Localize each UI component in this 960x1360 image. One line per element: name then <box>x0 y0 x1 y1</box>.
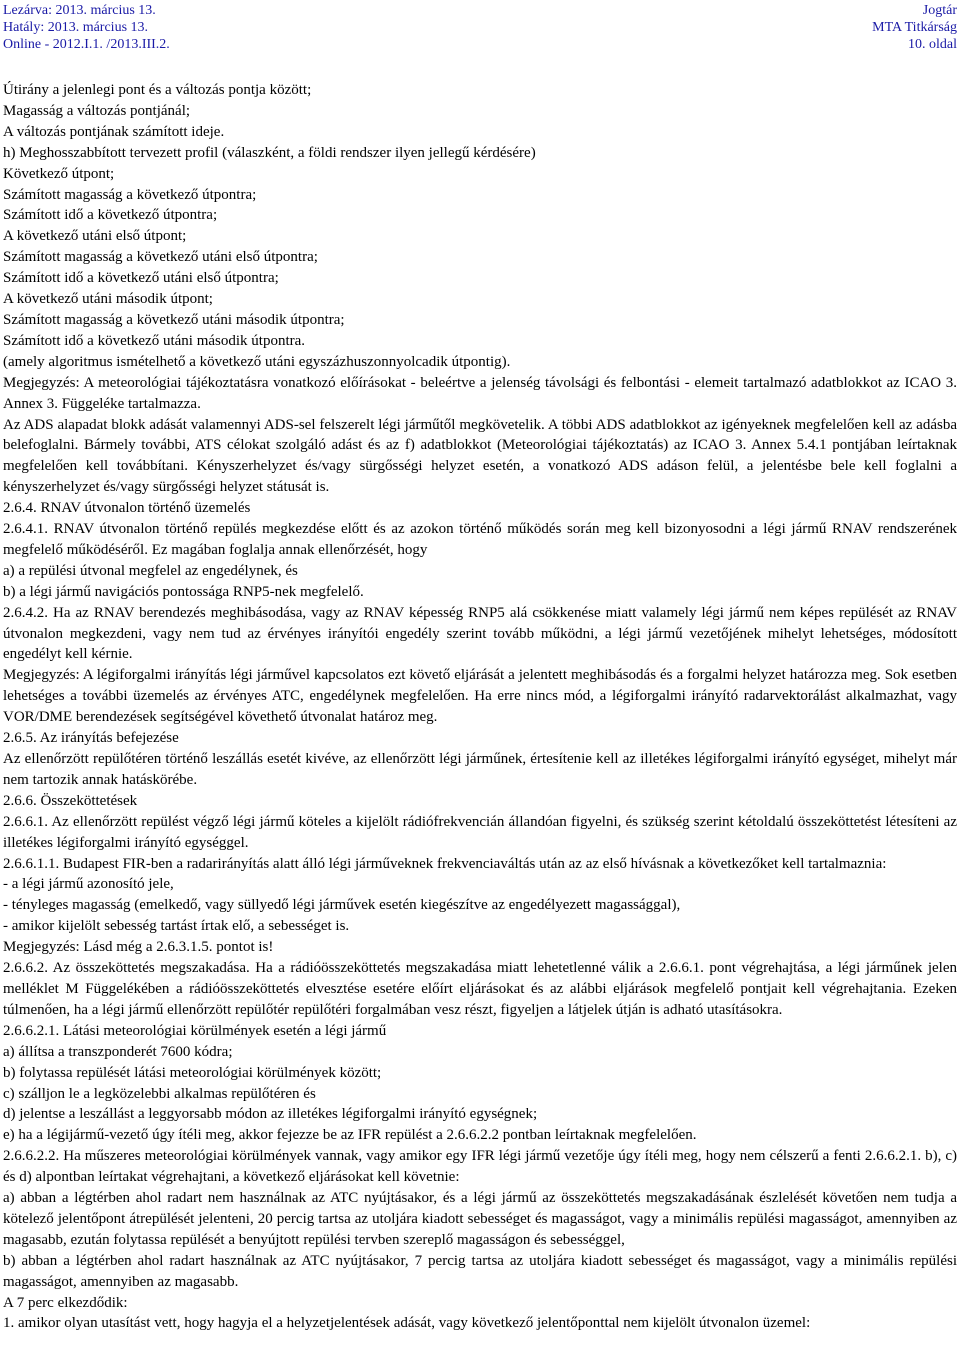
paragraph: - amikor kijelölt sebesség tartást írtak elő, a sebességet is. <box>3 918 350 935</box>
paragraph: A következő utáni második útpont; <box>3 291 213 308</box>
paragraph: Számított magasság a következő utáni második útpontra; <box>3 311 345 328</box>
paragraph: Megjegyzés: A meteorológiai tájékoztatásra vonatkozó előírásokat - beleértve a jelenség távolsági és felbontási - elemeit tartalmazó adatblokkot az ICAO 3. Annex 3. Függeléke tartalmazza. <box>3 374 957 412</box>
paragraph: a) a repülési útvonal megfelel az engedélynek, és <box>3 562 298 579</box>
paragraph: b) abban a légtérben ahol radart használnak az ATC nyújtásakor, 7 percig tartsa az utoljára kiadott sebességet és magasságot, vagy a minimális repülési magasságot, amennyiben az magasabb. <box>3 1252 957 1290</box>
paragraph: 2.6.6.1. Az ellenőrzött repülést végző légi jármű köteles a kijelölt rádiófrekvencián állandóan figyelni, és szükség szerint kétoldalú összeköttetést létesíteni az illetékes légiforgalmi irányító egységgel. <box>3 813 957 851</box>
paragraph: 2.6.4.1. RNAV útvonalon történő repülés megkezdése előtt és az azokon történő működés során meg kell bizonyosodni a légi jármű RNAV rendszerének megfelelő működéséről. Ez magában foglalja annak ellenőrzését, hogy <box>3 521 957 558</box>
paragraph: Útirány a jelenlegi pont és a változás pontja között; <box>3 82 312 98</box>
section-heading: 2.6.5. Az irányítás befejezése <box>3 730 179 747</box>
licensee-name: MTA Titkárság <box>872 20 957 35</box>
paragraph: - a légi jármű azonosító jele, <box>3 876 174 893</box>
online-version: Online - 2012.I.1. /2013.III.2. <box>3 37 170 52</box>
paragraph: c) szálljon le a legközelebbi alkalmas repülőtéren és <box>3 1085 316 1102</box>
paragraph: 2.6.6.2.1. Látási meteorológiai körülmények esetén a légi jármű <box>3 1022 387 1039</box>
paragraph: (amely algoritmus ismételhető a következő utáni egyszázhuszonnyolcadik útpontig). <box>3 353 511 370</box>
paragraph: - tényleges magasság (emelkedő, vagy süllyedő légi járművek esetén kiegészítve az engedélyezett magassággal), <box>3 897 681 914</box>
paragraph: Magasság a változás pontjánál; <box>3 102 191 119</box>
page-number: 10. oldal <box>908 37 957 52</box>
paragraph: a) állítsa a transzponderét 7600 kódra; <box>3 1043 233 1060</box>
closed-date: Lezárva: 2013. március 13. <box>3 3 156 18</box>
paragraph: Számított idő a következő utáni első útpontra; <box>3 270 279 287</box>
paragraph: 2.6.4.2. Ha az RNAV berendezés meghibásodása, vagy az RNAV képesség RNP5 alá csökkenése miatt valamely légi jármű nem képes repülését az RNAV útvonalon megkezdeni, vagy nem tud az érvényes irányítói engedély szerint tovább működni, a légi jármű vezetőjének mihelyt lehetséges, módosított engedélyt kell kérnie. <box>3 604 957 663</box>
paragraph: b) folytassa repülését látási meteorológiai körülmények között; <box>3 1064 382 1081</box>
paragraph: a) abban a légtérben ahol radart nem használnak az ATC nyújtásakor, és a légi jármű az összeköttetés megszakadásának észlelését követően nem tudja a kötelező jelentőpont átrepülését jelenteni, 20 percig tartsa az utoljára kiadott sebességet és magasságot, vagy a minimális repülési magasságot, amennyiben az magasabb, ezután folytassa repülését a benyújtott repülési tervben szereplő magasságon és sebességgel, <box>3 1190 957 1248</box>
paragraph: Megjegyzés: Lásd még a 2.6.3.1.5. pontot is! <box>3 939 274 956</box>
document-body <box>3 80 957 1334</box>
paragraph: Az ADS alapadat blokk adását valamennyi ADS-sel felszerelt légi járműtől megkövetelik. A többi ADS adatblokkot az igényeknek megfelelően kell az adásba belefoglalni. Bármely további, ATS célokat szolgáló adást és az f) adatblokkot (Meteorológiai tájékoztatás) az ICAO 3. Annex 5.4.1 pontjában leírtaknak megfelelően kell továbbítani. Kényszerhelyzet és/vagy sürgősségi helyzet esetén, a vonatkozó ADS adáson felül, a jelentésbe bele kell foglalni a kényszerhelyzet és/vagy sürgősségi helyzet státusát is. <box>3 416 957 496</box>
paragraph: Megjegyzés: A légiforgalmi irányítás légi járművel kapcsolatos ezt követő eljárását a jelentett meghibásodás és a forgalmi helyzet határozza meg. Sok esetben lehetséges a további üzemelés az érvényes ATC, engedélynek megfelelően. Ha erre nincs mód, a légiforgalmi irányító radarvektorálást alkalmazhat, vagy VOR/DME berendezések segítségével követhető útvonalat határoz meg. <box>3 667 957 726</box>
paragraph: e) ha a légijármű-vezető úgy ítéli meg, akkor fejezze be az IFR repülést a 2.6.6.2.2 pontban leírtaknak megfelelően. <box>3 1127 697 1144</box>
paragraph: A 7 perc elkezdődik: <box>3 1294 128 1311</box>
paragraph: b) a légi jármű navigációs pontossága RNP5-nek megfelelő. <box>3 583 364 600</box>
paragraph: Számított magasság a következő útpontra; <box>3 186 257 203</box>
paragraph: Számított idő a következő útpontra; <box>3 207 218 224</box>
paragraph: 2.6.6.1.1. Budapest FIR-ben a radarirányítás alatt álló légi járműveknek frekvenciaváltás után az az első hívásnak a következőket kell tartalmaznia: <box>3 855 887 872</box>
page-header <box>0 2 960 54</box>
paragraph: 2.6.6.2.2. Ha műszeres meteorológiai körülmények vannak, vagy amikor egy IFR légi jármű vezetője úgy ítéli meg, hogy nem célszerű a fenti 2.6.6.2.1. b), c) és d) alpontban leírtakat végrehajtani, a következő eljárásokat kell követnie: <box>3 1148 957 1186</box>
paragraph: Az ellenőrzött repülőtéren történő leszállás esetét kivéve, az ellenőrzött légi járműnek, értesítenie kell az illetékes légiforgalmi irányító egységet, mihelyt már nem tartozik annak hatáskörébe. <box>3 751 957 788</box>
paragraph: d) jelentse a leszállást a leggyorsabb módon az illetékes légiforgalmi irányító egységnek; <box>3 1106 538 1123</box>
paragraph: 2.6.6.2. Az összeköttetés megszakadása. Ha a rádióösszeköttetés megszakadása miatt lehetetlenné válik a 2.6.6.1. pont végrehajtása, a légi járműnek jelen melléklet M Függelékében a rádióösszeköttetés elvesztése esetére előírt eljárásokat és az alábbi eljárások megfelelő pontjait kell végrehajtania. Ezeken túlmenően, ha a légi jármű ellenőrzött repülőtér repülőtéri forgalmában vesz részt, figyeljen a látjelek útján is adható utasításokra. <box>3 960 957 1018</box>
effective-date: Hatály: 2013. március 13. <box>3 20 149 35</box>
paragraph: Következő útpont; <box>3 165 115 182</box>
paragraph: Számított magasság a következő utáni első útpontra; <box>3 249 318 266</box>
section-heading: 2.6.4. RNAV útvonalon történő üzemelés <box>3 500 251 517</box>
section-heading: 2.6.6. Összeköttetések <box>3 792 138 809</box>
paragraph: h) Meghosszabbított tervezett profil (válaszként, a földi rendszer ilyen jellegű kérdésére) <box>3 144 536 161</box>
paragraph: A változás pontjának számított ideje. <box>3 123 225 140</box>
publisher-name: Jogtár <box>922 3 957 18</box>
paragraph: 1. amikor olyan utasítást vett, hogy hagyja el a helyzetjelentések adását, vagy következő jelentőponttal nem kijelölt útvonalon üzemel: <box>3 1315 811 1332</box>
paragraph: Számított idő a következő utáni második útpontra. <box>3 332 306 349</box>
paragraph: A következő utáni első útpont; <box>3 228 187 245</box>
